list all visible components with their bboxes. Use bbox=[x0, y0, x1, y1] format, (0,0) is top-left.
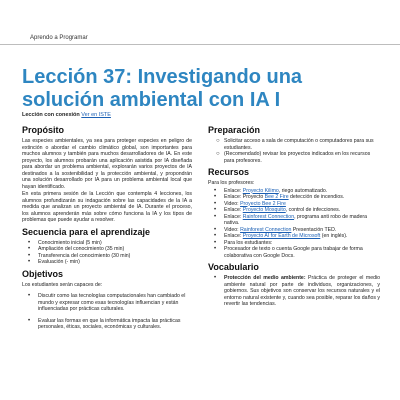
resource-prefix: Enlace: bbox=[224, 213, 243, 220]
list-item bbox=[208, 151, 380, 164]
resource-link[interactable]: Proyecto Kilimo bbox=[242, 187, 279, 194]
list-item-text: (Recomendado) revisar los proyectos indicados en los recursos para profesores. bbox=[224, 151, 371, 164]
profesores-label: Para los profesores: bbox=[208, 180, 255, 186]
brand-label: Aprendo a Programar bbox=[30, 35, 88, 41]
estudiantes-label: Para los estudiantes: bbox=[224, 239, 273, 246]
resource-suffix: (en inglés). bbox=[320, 233, 348, 239]
bullet-icon: • bbox=[214, 187, 217, 194]
standards-line bbox=[22, 112, 111, 118]
list-item-text: Evaluación (- min) bbox=[38, 259, 80, 265]
page-title: Lección 37: Investigando una solución ambiental con IA I bbox=[22, 66, 303, 111]
bullet-icon: • bbox=[28, 252, 31, 259]
list-item bbox=[208, 275, 380, 308]
list-item bbox=[22, 318, 192, 331]
resource-prefix: Enlace: bbox=[224, 187, 243, 194]
bullet-icon: • bbox=[28, 317, 31, 324]
bullet-icon: • bbox=[214, 207, 217, 213]
list-item bbox=[208, 246, 380, 259]
resource-link[interactable]: Proyecto AI for Earth de Microsoft bbox=[242, 233, 321, 239]
list-item bbox=[208, 214, 380, 227]
resource-suffix: , programa anti robo de madera nativa. bbox=[224, 213, 368, 226]
bullet-icon: • bbox=[28, 293, 31, 299]
resource-suffix: , control de infecciones. bbox=[285, 207, 341, 213]
objetivos-list bbox=[22, 293, 192, 331]
recursos-heading: Recursos bbox=[208, 167, 250, 177]
vocab-term: Protección del medio ambiente: bbox=[224, 275, 306, 281]
resource-link[interactable]: Proyecto Bee 2 Fire bbox=[240, 200, 286, 207]
list-item bbox=[208, 138, 380, 151]
resource-prefix: Video: bbox=[224, 226, 241, 233]
bullet-icon: • bbox=[214, 213, 217, 220]
iste-link[interactable]: Ver en ISTE bbox=[81, 112, 111, 118]
bullet-icon: • bbox=[214, 200, 217, 207]
bullet-icon: • bbox=[214, 275, 217, 281]
list-item-text: Evaluar las formas en que la informática impacta las prácticas personales, éticas, sociales, económicas y culturales. bbox=[38, 317, 181, 330]
list-item-text: Procesador de texto o cuenta Google para trabajar de forma colaborativa con Google Docs. bbox=[224, 246, 363, 259]
list-item-text: Conocimiento inicial (5 min) bbox=[38, 239, 102, 246]
list-item-text: Ampliación del conocimiento (35 min) bbox=[38, 246, 125, 252]
list-item-text: Solicitar acceso a sala de computación o computadores para sus estudiantes. bbox=[224, 138, 374, 151]
resource-prefix: Enlace: bbox=[224, 207, 243, 213]
bullet-icon: • bbox=[214, 233, 217, 239]
circle-bullet-icon: ○ bbox=[216, 151, 220, 157]
circle-bullet-icon: ○ bbox=[216, 138, 220, 144]
list-item bbox=[22, 293, 192, 313]
bullet-icon: • bbox=[28, 246, 31, 252]
proposito-paragraph-1: Las especies ambientales, ya sea para proteger especies en peligro de extinción o abordar el cambio climático global, son importantes para muchos alumnos y también para muchos desarrolladores de IA. En este proyecto, los alumnos probarán una aplicación asistida por IA diseñada para abordar un problema ambiental, explorarán varios proyectos de IA destinados a la sostenibilidad y la protección ambiental, y propondrán una solución desarrollado por IA para un problema ambiental local que hayan identificado. bbox=[22, 138, 192, 190]
secuencia-list bbox=[22, 240, 192, 266]
list-item-text: Discutir como las tecnologías computacionales han cambiado el mundo y expresar como esas tecnologías influencian y están influenciadas por prácticas culturales. bbox=[38, 293, 186, 312]
right-column bbox=[208, 122, 380, 308]
resource-link[interactable]: Bee 2 Fire bbox=[264, 194, 289, 200]
standards-label: Lección con conexión bbox=[22, 112, 80, 118]
resource-prefix: Enlace: Proyecto bbox=[224, 194, 265, 200]
vocabulario-heading: Vocabulario bbox=[208, 262, 259, 272]
resource-prefix: Video: bbox=[224, 200, 241, 207]
list-item bbox=[22, 259, 192, 266]
header-divider bbox=[0, 44, 400, 45]
proposito-paragraph-2: En esta primera sesión de la Lección que contempla 4 lecciones, los alumnos profundizarán su indagación sobre las capacidades de la IA a medida que analizan un proyecto ambiental de IA. Durante el proceso, los alumnos aprenderán más sobre cómo funciona la IA y los tipos de problemas que puede ayudar a resolver. bbox=[22, 191, 192, 223]
resource-link[interactable]: Rainforest Connection bbox=[240, 226, 292, 233]
preparacion-list bbox=[208, 138, 380, 164]
objetivos-intro: Los estudiantes serán capaces de: bbox=[22, 281, 103, 288]
secuencia-heading: Secuencia para el aprendizaje bbox=[22, 226, 151, 237]
preparacion-heading: Preparación bbox=[208, 125, 261, 135]
vocab-definition: Práctica de proteger el medio ambiente natural por parte de individuos, organizaciones, y gobiernos. Sus objetivos son conservar los recursos naturales y el entorno natural existente y, cuando sea posible, reparar los daños y revertir las tendencias. bbox=[224, 275, 380, 307]
objetivos-heading: Objetivos bbox=[22, 268, 64, 279]
resource-suffix: detección de incendios. bbox=[288, 194, 345, 200]
bullet-icon: • bbox=[214, 239, 217, 246]
bullet-icon: • bbox=[28, 259, 31, 265]
bullet-icon: • bbox=[214, 246, 217, 252]
list-item-text: Transferencia del conocimiento (30 min) bbox=[38, 252, 131, 259]
bullet-icon: • bbox=[28, 239, 31, 246]
proposito-heading: Propósito bbox=[22, 125, 64, 135]
resource-suffix: Presentación TED. bbox=[291, 226, 337, 233]
bullet-icon: • bbox=[214, 194, 217, 200]
resource-link[interactable]: Rainforest Connection bbox=[242, 213, 295, 220]
resource-prefix: Enlace: bbox=[224, 233, 243, 239]
recursos-list bbox=[208, 188, 380, 260]
resource-suffix: , riego automatizado. bbox=[278, 187, 328, 194]
bullet-icon: • bbox=[214, 226, 217, 233]
vocabulario-list bbox=[208, 275, 380, 308]
left-column bbox=[22, 122, 192, 334]
resource-link[interactable]: Proyecto Mosquito bbox=[242, 207, 286, 213]
